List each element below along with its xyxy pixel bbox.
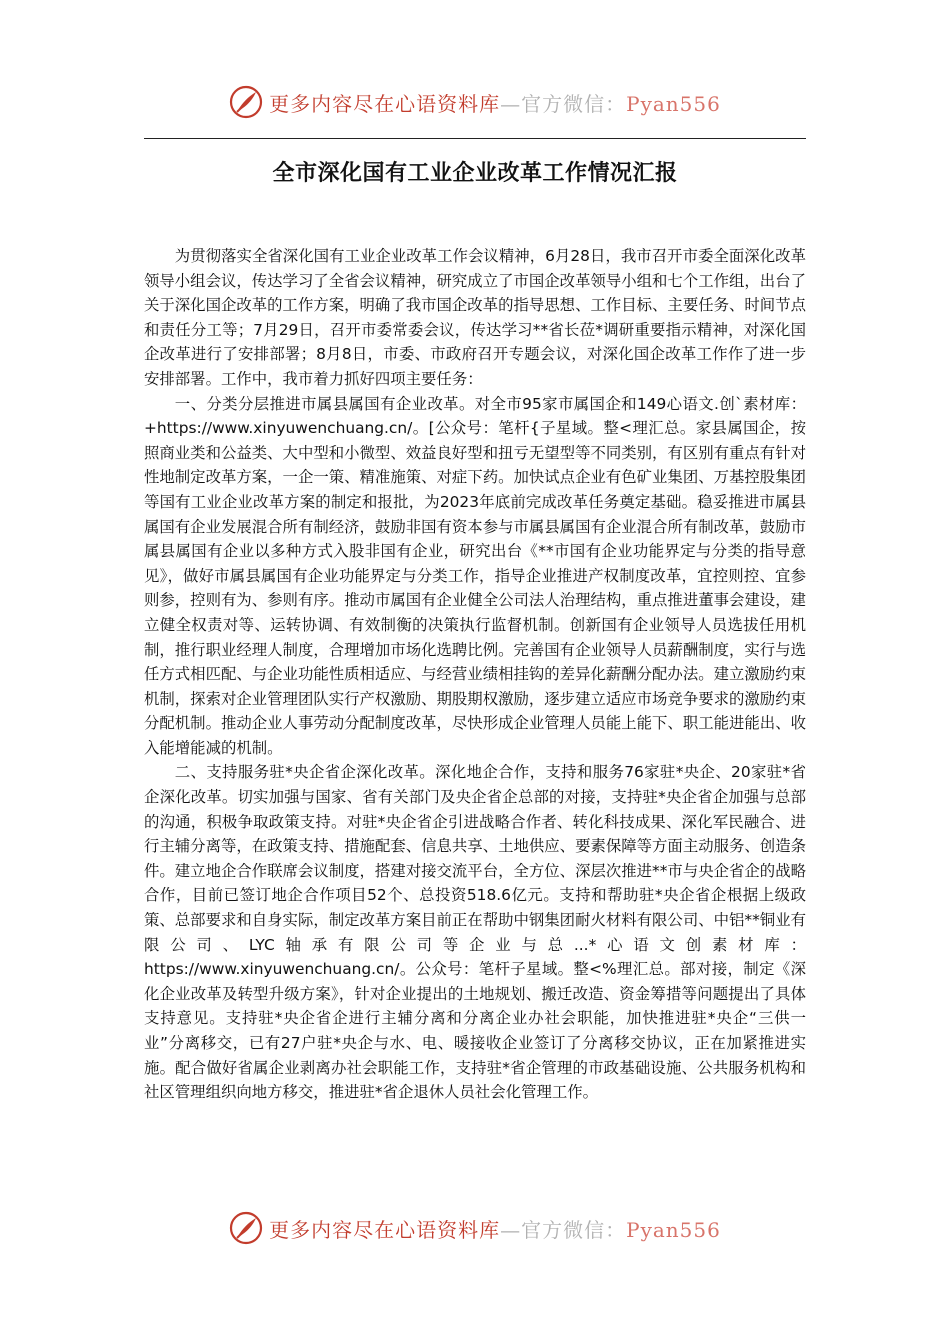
banner-official-text: 官方微信：: [521, 91, 627, 116]
banner-text: [269, 88, 721, 117]
document-title: 全市深化国有工业企业改革工作情况汇报: [272, 161, 678, 186]
banner-wechat-id: Pyan556: [626, 1217, 721, 1242]
quill-pen-logo-icon: [229, 1211, 263, 1245]
banner-official-text: 官方微信：: [521, 1217, 627, 1242]
header-banner: [0, 80, 950, 124]
header-divider: [144, 138, 806, 139]
banner-dash: —: [500, 1217, 522, 1242]
banner-text: [269, 1214, 721, 1243]
paragraph-section-one: 一、分类分层推进市属县属国有企业改革。对全市95家市属国企和149心语文.创`素材库：+https://www.xinyuwenchuang.cn/。[公众号：笔杆{子星域。整<理汇总。家县属国企，按照商业类和公益类、大中型和小微型、效益良好型和扭亏无望型等不同类别，有区别有重点有针对性地制定改革方案，一企一策、精准施策、对症下药。加快试点企业有色矿业集团、万基控股集团等国有工业企业改革方案的制定和报批，为2023年底前完成改革任务奠定基础。稳妥推进市属县属国有企业发展混合所有制经济，鼓励非国有资本参与市属县属国有企业混合所有制改革，鼓励市属县属国有企业以多种方式入股非国有企业，研究出台《**市国有企业功能界定与分类的指导意见》，做好市属县属国有企业功能界定与分类工作，指导企业推进产权制度改革，宜控则控、宜参则参，控则有为、参则有序。推动市属国有企业健全公司法人治理结构，重点推进董事会建设，建立健全权责对等、运转协调、有效制衡的决策执行监督机制。创新国有企业领导人员选拔任用机制，推行职业经理人制度，合理增加市场化选聘比例。完善国有企业领导人员薪酬制度，实行与选任方式相匹配、与企业功能性质相适应、与经营业绩相挂钩的差异化薪酬分配办法。建立激励约束机制，探索对企业管理团队实行产权激励、期股期权激励，逐步建立适应市场竞争要求的激励约束分配机制。推动企业人事劳动分配制度改革，尽快形成企业管理人员能上能下、职工能进能出、收入能增能减的机制。: [144, 394, 806, 757]
banner-main-text: 更多内容尽在心语资料库: [269, 1217, 501, 1242]
paragraph-intro: 为贯彻落实全省深化国有工业企业改革工作会议精神，6月28日，我市召开市委全面深化改革领导小组会议，传达学习了全省会议精神，研究成立了市国企改革领导小组和七个工作组，出台了关于深化国企改革的工作方案，明确了我市国企改革的指导思想、工作目标、主要任务、时间节点和责任分工等；7月29日，召开市委常委会议，传达学习**省长莅*调研重要指示精神，对深化国企改革进行了安排部署；8月8日，市委、市政府召开专题会议，对深化国企改革工作作了进一步安排部署。工作中，我市着力抓好四项主要任务：: [144, 247, 806, 388]
paragraph-section-two: 二、支持服务驻*央企省企深化改革。深化地企合作，支持和服务76家驻*央企、20家驻*省企深化改革。切实加强与国家、省有关部门及央企省企总部的对接，支持驻*央企省企加强与总部的沟通，积极争取政策支持。对驻*央企省企引进战略合作者、转化科技成果、深化军民融合、进行主辅分离等，在政策支持、措施配套、信息共享、土地供应、要素保障等方面主动服务、创造条件。建立地企合作联席会议制度，搭建对接交流平台，全方位、深层次推进**市与央企省企的战略合作，目前已签订地企合作项目52个、总投资518.6亿元。支持和帮助驻*央企省企根据上级政策、总部要求和自身实际，制定改革方案目前正在帮助中钢集团耐火材料有限公司、中铝**铜业有限公司、LYC轴承有限公司等企业与总...*心语文创素材库：https://www.xinyuwenchuang.cn/。公众号：笔杆子星域。整<%理汇总。部对接，制定《深化企业改革及转型升级方案》，针对企业提出的土地规划、搬迁改造、资金筹措等问题提出了具体支持意见。支持驻*央企省企进行主辅分离和分离企业办社会职能，加快推进驻*央企“三供一业”分离移交，已有27户驻*央企与水、电、暖接收企业签订了分离移交协议，正在加紧推进实施。配合做好省属企业剥离办社会职能工作，支持驻*省企管理的市政基础设施、公共服务机构和社区管理组织向地方移交，推进驻*省企退休人员社会化管理工作。: [144, 763, 806, 1102]
banner-main-text: 更多内容尽在心语资料库: [269, 91, 501, 116]
document-body: [144, 244, 806, 1105]
quill-pen-logo-icon: [229, 85, 263, 119]
banner-dash: —: [500, 91, 522, 116]
banner-wechat-id: Pyan556: [626, 91, 721, 116]
footer-banner: [0, 1206, 950, 1250]
